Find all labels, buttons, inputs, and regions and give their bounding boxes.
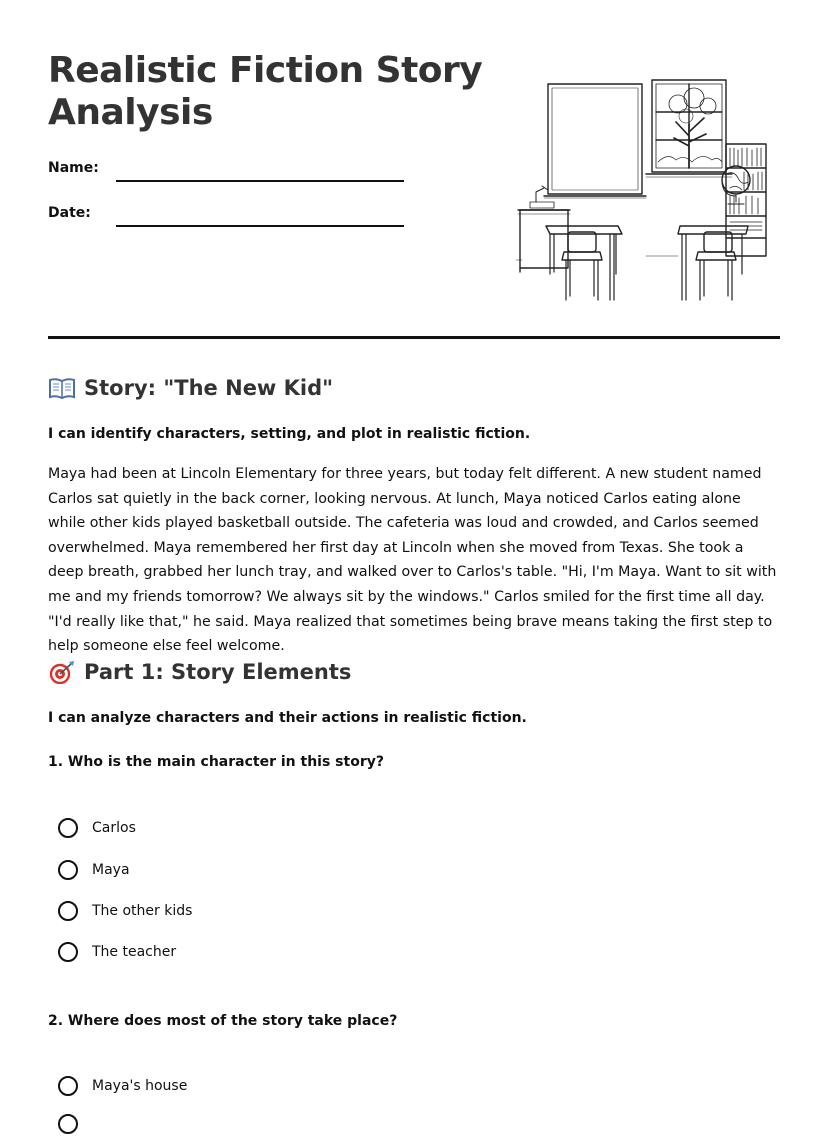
question-1-option-teacher[interactable] [58,940,176,964]
option-label: The teacher [92,944,177,960]
question-1-option-other-kids[interactable] [58,899,192,923]
option-label: Maya's house [92,1078,188,1094]
option-label: The other kids [92,903,193,919]
name-field [48,160,408,184]
open-book-icon [48,376,76,400]
whiteboard [548,84,642,194]
classroom-illustration [516,76,770,304]
student-desk-left [546,226,622,300]
story-heading-text: Story: "The New Kid" [84,376,334,400]
title-line-1: Realistic Fiction Story [48,50,483,91]
option-label: Carlos [92,820,136,836]
header-divider [48,336,780,339]
name-line[interactable] [116,180,404,182]
radio-button[interactable] [58,860,78,880]
worksheet-page [48,0,780,1094]
question-1: 1. Who is the main character in this story? [48,754,384,770]
worksheet-title [48,50,482,134]
title-line-2: Analysis [48,92,213,133]
date-field [48,205,408,229]
bookshelf [722,144,766,256]
question-2-option-mayas-house[interactable] [58,1074,187,1098]
story-heading [48,376,333,400]
story-text: Maya had been at Lincoln Elementary for three years, but today felt different. A new student named Carlos sat quietly in the back corner, looking nervous. At lunch, Maya noticed Carlos eating alone while other kids played basketball outside. The cafeteria was loud and crowded, and Carlos seemed overwhelmed. Maya remembered her first day at Lincoln when she moved from Texas. She took a deep breath, grabbed her lunch tray, and walked over to Carlos's table. "Hi, I'm Maya. Want to sit with me and my friends tomorrow? We always sit by the windows." Carlos smiled for the first time all day. "I'd really like that," he said. Maya realized that sometimes being brave means taking the first step to help someone else feel welcome. [48,466,777,655]
student-desk-right [678,226,748,300]
part1-objective: I can analyze characters and their actions in realistic fiction. [48,710,527,726]
window [646,80,732,177]
radio-button[interactable] [58,1076,78,1096]
radio-button[interactable] [58,942,78,962]
date-label: Date: [48,205,91,221]
target-dart-icon [48,660,76,684]
part1-heading-text: Part 1: Story Elements [84,660,352,684]
question-2: 2. Where does most of the story take place? [48,1013,398,1029]
question-2-option-next[interactable] [58,1112,78,1136]
worksheet-header [48,0,780,340]
part1-heading [48,660,351,684]
option-label: Maya [92,862,130,878]
question-1-option-carlos[interactable] [58,816,136,840]
radio-button[interactable] [58,818,78,838]
radio-button[interactable] [58,901,78,921]
story-objective: I can identify characters, setting, and plot in realistic fiction. [48,426,531,442]
date-line[interactable] [116,225,404,227]
radio-button[interactable] [58,1114,78,1134]
name-label: Name: [48,160,99,176]
question-1-option-maya[interactable] [58,858,130,882]
